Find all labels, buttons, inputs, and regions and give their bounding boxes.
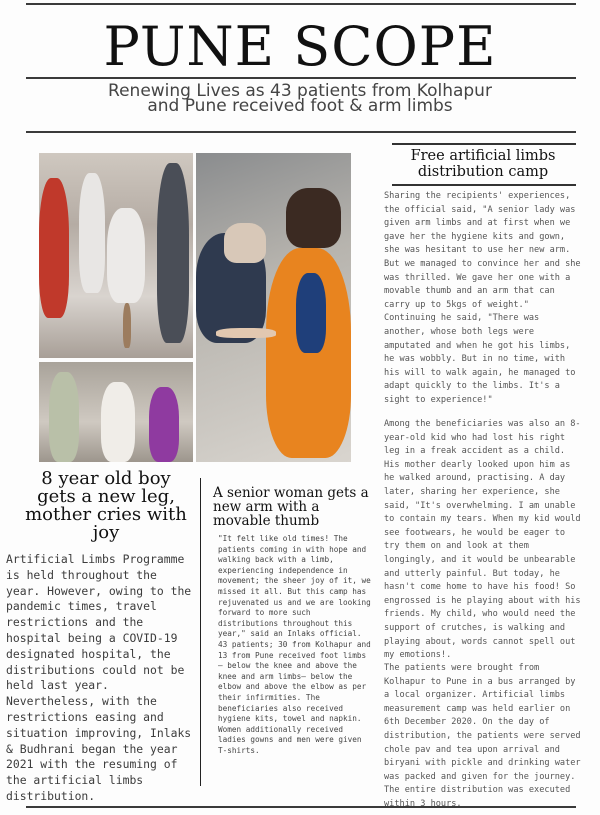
- masthead-title: PUNE SCOPE: [103, 15, 497, 78]
- left-column-body: Artificial Limbs Programme is held throughout the year. However, owing to the pandemic times, travel restrictions and the hospital being a COVID-19 designated hospital, the distributions could not be held last year. Nevertheless, with the restrictions easing and situation improving, Inlaks & Budhrani began the year 2021 with the resuming of the artificial limbs distribution.: [6, 552, 192, 803]
- column-divider: [200, 478, 201, 786]
- right-title-bottom-rule: [392, 184, 576, 186]
- top-rule: [26, 3, 576, 5]
- photo-patients-corridor: [39, 362, 193, 462]
- middle-column-title: A senior woman gets a new arm with a movable thumb: [213, 485, 369, 529]
- right-column-title: Free artificial limbs distribution camp: [410, 148, 556, 180]
- middle-column-body: "It felt like old times! The patients coming in with hope and walking back with a limb, experiencing independence in movement; the sheer joy of it, we missed it all. But this camp has rejuvenated us and we are looking forward to more such distributions throughout this year," said an Inlaks official. 43 patients; 30 from Kolhapur and 13 from Pune received foot limbs — below the knee and above the knee and arm limbs— below the elbow and above the elbow as per their infirmities. The beneficiaries also received hygiene kits, towel and napkin. Women additionally received ladies gowns and men were given T-shirts.: [218, 534, 371, 755]
- photo-boy-new-leg: [39, 153, 193, 358]
- headline-bottom-rule: [26, 131, 576, 133]
- headline: Renewing Lives as 43 patients from Kolhapur and Pune received foot & arm limbs: [108, 81, 492, 116]
- photo-senior-woman-arm: [196, 153, 351, 462]
- right-title-top-rule: [392, 143, 576, 145]
- right-column-paragraph-3: The patients were brought from Kolhapur to Pune in a bus arranged by a local organizer. Artificial limbs measurement camp was held earlier on 6th December 2020. On the day of distribution, the patients were served chole pav and tea upon arrival and biryani with pickle and drinking water was packed and given for the journey. The entire distribution was executed within 3 hours.: [384, 663, 581, 809]
- left-column-title: 8 year old boy gets a new leg, mother cries with joy: [25, 468, 187, 543]
- right-column-paragraph-2: Among the beneficiaries was also an 8-year-old kid who had lost his right leg in a freak accident as a child. His mother dearly looked upon him as he walked around, practising. A day later, sharing her experience, she said, "It's overwhelming. I am unable to contain my tears. When my kid would see footwears, he would be eager to try them on and look at them longingly, and it would be unbearable and utterly painful. But today, he hasn't come home to have his food! So engrossed is he playing about with his friends. My child, who would need the support of crutches, is walking and playing about, words cannot spell out my emotions!.: [384, 419, 581, 661]
- right-column-paragraph-1: Sharing the recipients' experiences, the official said, "A senior lady was given arm limbs and at first when we gave her the hygiene kits and gown, she was hesitant to use her new arm. But we managed to convince her and she was thrilled. We gave her one with a movable thumb and an arm that can carry up to 5kgs of weight." Continuing he said, "There was another, whose both legs were amputated and when he got his limbs, he was wobbly. But in no time, with his will to walk again, he managed to adapt quickly to the limbs. It's a sight to experience!": [384, 191, 581, 405]
